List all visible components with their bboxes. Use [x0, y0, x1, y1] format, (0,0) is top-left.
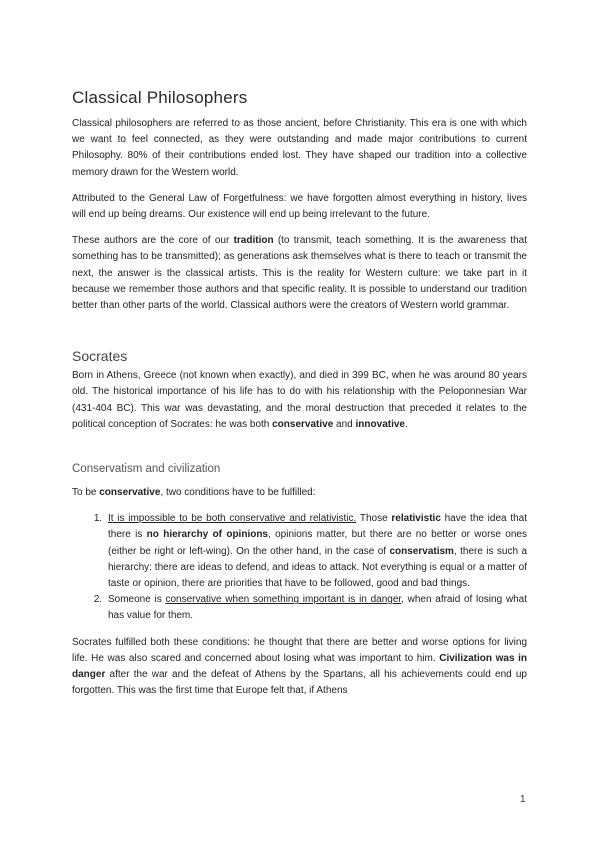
intro-paragraph-1: Classical philosophers are referred to as those ancient, before Christianity. This era is one with which we want to feel connected, as they were outstanding and made major contributions to current Philosophy. 80% of their contributions ended lost. They have shaped our tradition into a collective memory drawn for the Western world. — [72, 118, 527, 178]
page-number: 1 — [520, 794, 526, 805]
tradition-term: tradition — [233, 235, 274, 247]
page-title: Classical Philosophers — [72, 88, 248, 107]
document-page — [72, 88, 527, 709]
list-item: 2. Someone is conservative when something important is in danger, when afraid of losing what has value for them. — [105, 592, 527, 624]
conservatism-lead: To be conservative, two conditions have to be fulfilled: — [72, 487, 316, 499]
intro-paragraph-3: These authors are the core of our tradition (to transmit, teach something. It is the awareness that something has to be transmitted); as generations ask themselves what is there to teach or transmit the next, the answer is the classical artists. This is the reality for Western culture: we take part in it because we remember those authors and that specific reality. It is possible to understand our tradition better than other parts of the world. Classical authors were the creators of Western world grammar. — [72, 235, 527, 312]
conservatism-heading: Conservatism and civilization — [72, 463, 221, 476]
list-item: 1. It is impossible to be both conservative and relativistic. Those relativistic have the idea that there is no hierarchy of opinions, opinions matter, but there are no better or worse ones (either be right or left-wing). On the other hand, in the case of conservatism, there is such a hierarchy: there are ideas to defend, and ideas to attack. Not everything is equal or a matter of taste or opinion, there are priorities that have to be followed, good and bad things. — [105, 511, 527, 592]
intro-paragraph-2: Attributed to the General Law of Forgetfulness: we have forgotten almost everything in history, lives will end up being dreams. Our existence will end up being irrelevant to the future. — [72, 192, 527, 221]
socrates-paragraph: Born in Athens, Greece (not known when exactly), and died in 399 BC, when he was around 80 years old. The historical importance of his life has to do with his relationship with the Peloponnesian War (431-404 BC). This war was devastating, and the moral destruction that preceded it relates to the political conception of Socrates: he was both conservative and innovative. — [72, 370, 527, 430]
conservatism-paragraph: Socrates fulfilled both these conditions: he thought that there are better and worse options for living life. He was also scared and concerned about losing what was important to him. Civilization was in danger after the war and the defeat of Athens by the Spartans, all his achievements could end up forgotten. This was the first time that Europe felt that, if Athens — [72, 636, 527, 697]
conditions-list — [72, 511, 527, 624]
socrates-heading: Socrates — [72, 348, 128, 365]
